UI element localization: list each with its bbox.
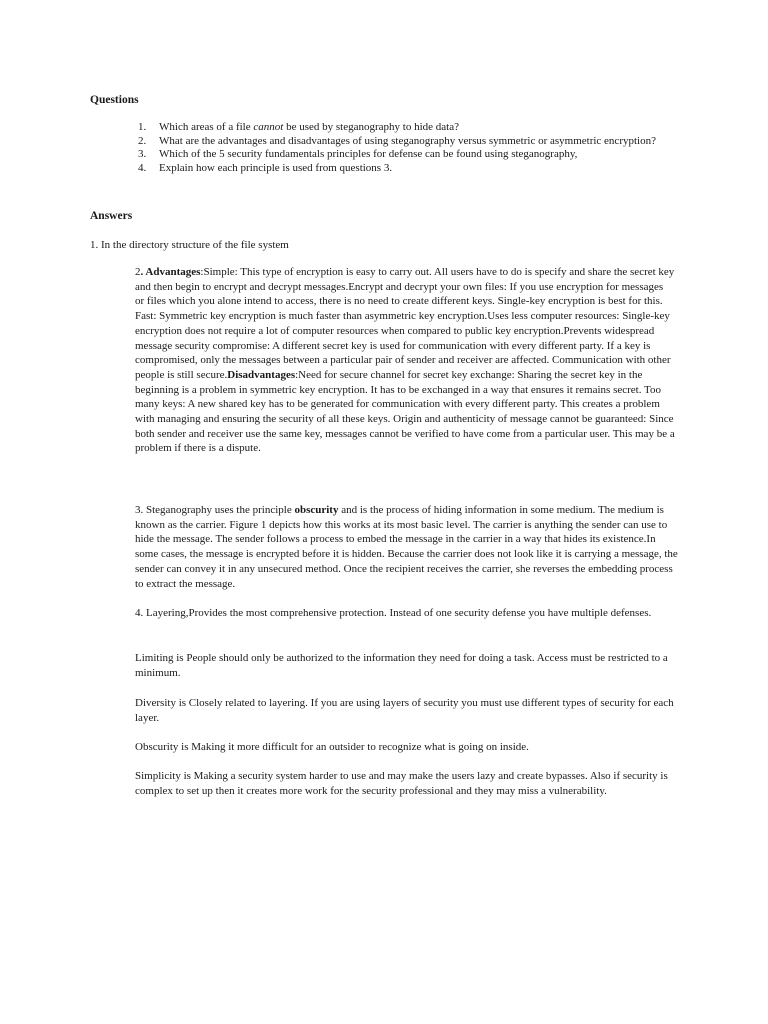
question-emphasis: cannot — [253, 121, 284, 133]
answer-3-text: 3. Steganography uses the principle — [135, 504, 295, 516]
question-text: be used by steganography to hide data? — [283, 121, 459, 133]
question-number: 3. — [138, 148, 147, 161]
answer-2-dot: . — [140, 266, 144, 278]
question-item — [90, 121, 690, 135]
answer-2 — [135, 265, 675, 456]
question-text: Which areas of a file — [159, 121, 254, 133]
answer-3 — [135, 503, 680, 591]
answers-heading: Answers — [90, 210, 133, 222]
question-item — [90, 148, 690, 162]
answer-limiting: Limiting is People should only be authorized to the information they need for doing a task. Access must be restricted to a minimum. — [135, 652, 668, 679]
answer-obscurity: Obscurity is Making it more difficult for an outsider to recognize what is going on inside. — [135, 741, 529, 753]
question-text: Explain how each principle is used from questions 3. — [159, 161, 393, 174]
answer-diversity: Diversity is Closely related to layering. If you are using layers of security you must use different types of security for each layer. — [135, 697, 674, 724]
advantages-text: :Simple: This type of encryption is easy to carry out. All users have to do is specify and share the secret key and then begin to encrypt and decrypt messages.Encrypt and decrypt your own files: If you use encryption for messages or files which you alone intend to access, there is no need to create different keys. Single-key encryption is best for this. Fast: Symmetric key encryption is much faster than asymmetric key encryption.Uses less computer resources: Single-key encryption does not require a lot of computer resources when compared to public key encryption.Prevents widespread message security compromise: A different secret key is used for communication with every different party. If a key is compromised, only the messages between a particular pair of sender and receiver are affected. Communication with other people is still secure. — [135, 266, 675, 381]
answer-1: 1. In the directory structure of the file system — [90, 239, 289, 251]
answer-4-layering: 4. Layering,Provides the most comprehensive protection. Instead of one security defense you have multiple defenses. — [135, 607, 652, 619]
question-number: 1. — [138, 121, 147, 133]
answer-3-emphasis: obscurity — [294, 504, 339, 516]
answer-simplicity: Simplicity is Making a security system harder to use and may make the users lazy and create bypasses. Also if security is complex to set up then it creates more work for the security professional and they may miss a vulnerability. — [135, 770, 668, 797]
questions-list — [90, 121, 690, 175]
question-text: What are the advantages and disadvantages of using steganography versus symmetric or asymmetric encryption? — [159, 134, 656, 147]
question-number: 2. — [138, 134, 147, 147]
question-item — [90, 135, 690, 149]
questions-heading: Questions — [90, 94, 139, 106]
question-number: 4. — [138, 161, 147, 174]
advantages-label: Advantages — [143, 266, 201, 278]
answer-2-number: 2 — [135, 266, 141, 278]
answer-3-text: and is the process of hiding information in some medium. The medium is known as the carrier. Figure 1 depicts how this works at its most basic level. The carrier is anything the sender can use to hide the message. The sender follows a process to embed the message in the carrier in a way that hides its existence.In some cases, the message is encrypted before it is hidden. Because the carrier does not look like it is carrying a message, the sender can convey it in any unsecured method. Once the recipient receives the carrier, she reverses the embedding process to extract the message. — [135, 504, 678, 590]
question-item — [90, 162, 690, 176]
question-text: Which of the 5 security fundamentals principles for defense can be found using steganography, — [159, 148, 578, 161]
disadvantages-text: :Need for secure channel for secret key exchange: Sharing the secret key in the beginning is a problem in symmetric key encryption. It has to be exchanged in a way that ensures it remains secret. Too many keys: A new shared key has to be generated for communication with every different party. This creates a problem with managing and ensuring the security of all these keys. Origin and authenticity of message cannot be guaranteed: Since both sender and receiver use the same key, messages cannot be verified to have come from a particular user. This may be a problem if there is a dispute. — [135, 368, 675, 455]
disadvantages-label: Disadvantages — [227, 368, 296, 381]
